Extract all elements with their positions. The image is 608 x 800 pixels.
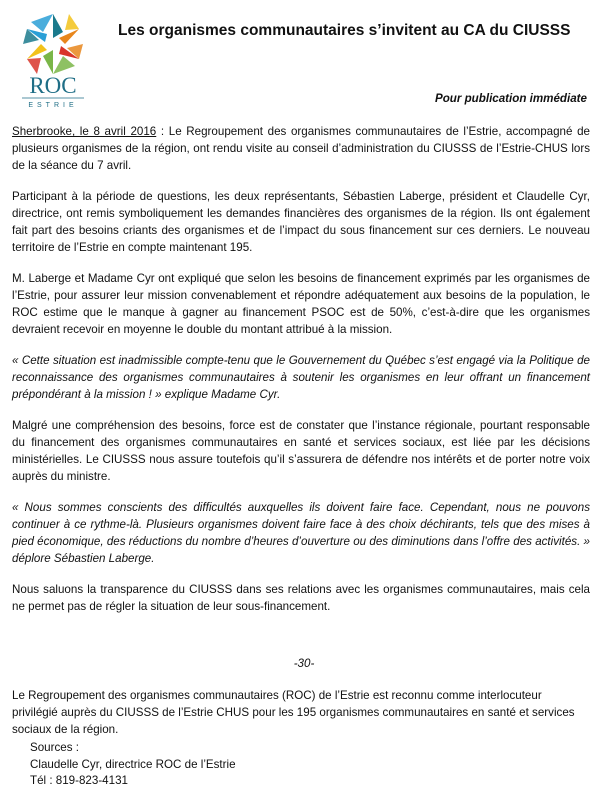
publication-notice: Pour publication immédiate	[434, 92, 587, 105]
paragraph-funding: M. Laberge et Madame Cyr ont expliqué que selon les besoins de financement exprimés par les organismes de l’Estrie, pour assurer leur mission convenablement et répondre adéquatement aux besoins de la population, le ROC estime que le manque à gagner au financement PSOC est de 50%, c’est-à-dire que les organismes devraient recevoir en moyenne le double du montant attribué à la mission.	[12, 272, 590, 336]
page-title: Les organismes communautaires s’invitent au CA du CIUSSS	[118, 22, 571, 39]
paragraph-intro-text: : Le Regroupement des organismes communautaires de l’Estrie, accompagné de plusieurs organismes de la région, ont rendu visite au conseil d’administration du CIUSSS de l’Estrie-CHUS lors de la séance du 7 avril.	[12, 125, 590, 172]
paragraph-conclusion: Nous saluons la transparence du CIUSSS dans ses relations avec les organismes communautaires, mais cela ne permet pas de régler la situation de leur sous-financement.	[12, 583, 590, 613]
quote-laberge: « Nous sommes conscients des difficultés auxquelles ils doivent faire face. Cependant, nous ne pouvons continuer à ce rythme-là. Plusieurs organismes doivent faire face à des choix déchirants, tels que des mises à pied économique, des réductions du nombre d’heures d’ouverture ou des diminutions dans l’offre des activités. » déplore Sébastien Laberge.	[12, 501, 590, 565]
sources-contact-name: Claudelle Cyr, directrice ROC de l’Estrie	[30, 757, 236, 771]
dateline: Sherbrooke, le 8 avril 2016	[12, 125, 157, 138]
roc-estrie-logo	[12, 6, 94, 110]
svg-text:ROC: ROC	[29, 73, 77, 98]
paragraph-intro	[12, 123, 590, 174]
paragraph-ciusss: Malgré une compréhension des besoins, force est de constater que l’instance régionale, pourtant responsable du financement des organismes communautaires en santé et services sociaux, est liée par les décisions ministérielles. Le CIUSSS nous assure toutefois qu’il s’assurera de défendre nos intérêts et de porter notre voix auprès du ministre.	[12, 419, 590, 483]
roc-logo-icon	[12, 6, 94, 110]
about-roc: Le Regroupement des organismes communautaires (ROC) de l’Estrie est reconnu comme interlocuteur privilégié auprès du CIUSSS de l’Estrie CHUS pour les 195 organismes communautaires en santé et services sociaux de la région.	[12, 689, 575, 736]
sources-phone: Tél : 819-823-4131	[30, 774, 128, 788]
svg-text:ESTRIE: ESTRIE	[28, 102, 78, 109]
sources-block	[30, 740, 570, 790]
end-separator: -30-	[293, 657, 315, 670]
paragraph-questions: Participant à la période de questions, les deux représentants, Sébastien Laberge, président et Claudelle Cyr, directrice, ont remis symboliquement les demandes financières des organismes de la région. Ils ont également fait part des besoins criants des organismes et de l’impact du sous financement sur ces derniers. Le nouveau territoire de l’Estrie en compte maintenant 195.	[12, 190, 590, 254]
press-release-body	[12, 123, 590, 629]
sources-heading: Sources :	[30, 741, 79, 754]
quote-cyr: « Cette situation est inadmissible compte-tenu que le Gouvernement du Québec s’est engagé via la Politique de reconnaissance des organismes communautaires à soutenir les organismes en leur offrant un financement prépondérant à la mission ! » explique Madame Cyr.	[12, 354, 590, 401]
